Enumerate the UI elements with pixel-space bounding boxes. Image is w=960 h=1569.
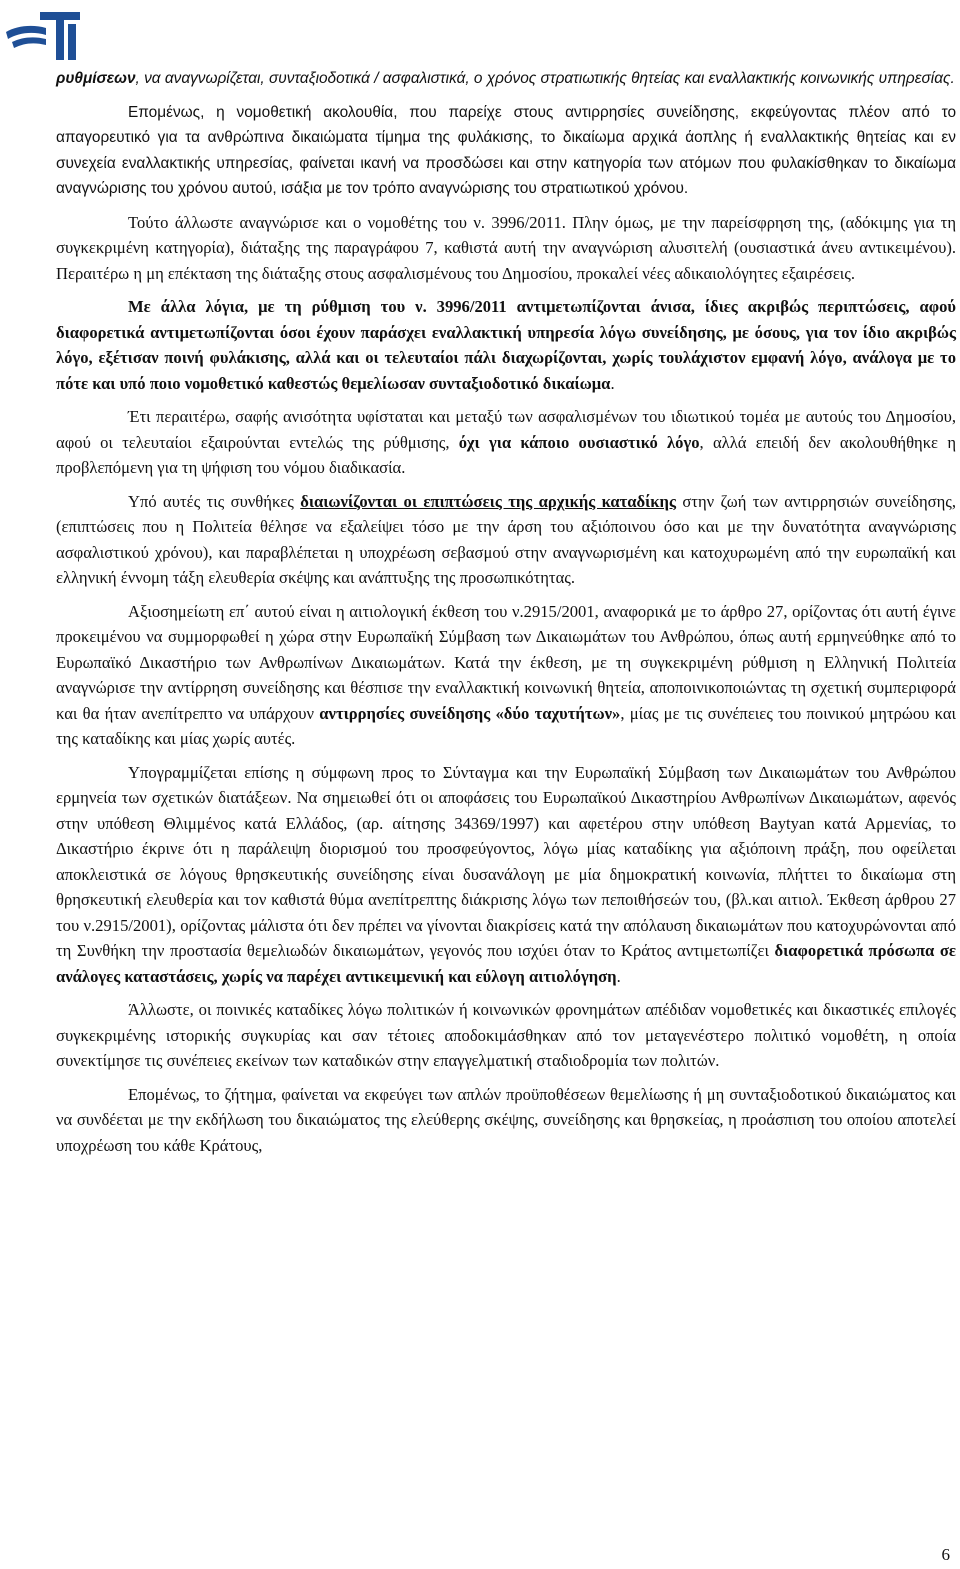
text-run: όχι για κάποιο ουσιαστικό λόγο [458, 432, 700, 452]
text-run: Με άλλα λόγια, με τη ρύθμιση του ν. 3996/2011 αντιμετωπίζονται άνισα, ίδιες ακριβώς περιπτώσεις, αφού διαφορετικά αντιμετωπίζονται όσοι έχουν παράσχει εναλλακτική υπηρεσία λόγω συνείδησης, με όσους, για τον ίδιο ακριβώς λόγο, εξέτισαν ποινή φυλάκισης, αλλά και οι τελευταίοι πάλι διαχωρίζονται, χωρίς τουλάχιστον εμφανή λόγο, ανάλογα με το πότε και υπό ποιο νομοθετικό καθεστώς θεμελίωσαν συνταξιοδοτικό δικαίωμα [56, 297, 956, 393]
text-run: Έτι περαιτέρω, σαφής ανισότητα υφίσταται και μεταξύ των ασφαλισμένων του ιδιωτικού τομέα με αυτούς του Δημοσίου, αφού οι τελευταίοι εξαιρούνται εντελώς της ρύθμισης, [56, 407, 956, 452]
text-run: Υπό αυτές τις συνθήκες [128, 491, 301, 511]
text-run: Υπογραμμίζεται επίσης η σύμφωνη προς το Σύνταγμα και την Ευρωπαϊκή Σύμβαση των Δικαιωμάτων του Ανθρώπου ερμηνεία των σχετικών διατάξεων. Να σημειωθεί ότι οι αποφάσεις του Ευρωπαϊκού Δικαστηρίου Ανθρωπίνων Δικαιωμάτων, αφενός στην υπόθεση Θλιμμένος κατά Ελλάδος, (αρ. αίτησης 34369/1997) και αφετέρου στην υπόθεση Baytyan κατά Αρμενίας, το Δικαστήριο έκρινε ότι η παράλειψη διορισμού του προσφεύγοντος, λόγω μίας καταδίκης για αξιόποινη πράξη, που οφείλεται αποκλειστικά σε λόγους θρησκευτικής συνείδησης είναι δυσανάλογη με μία δημοκρατική κοινωνία, πλήττει το δικαίωμα στη θρησκευτική ελευθερία και τον καθιστά θύμα ανεπίτρεπτης διάκρισης λόγω των πεποιθήσεών του, (βλ.και αιτιολ. Έκθεση άρθρου 27 του ν.2915/2001), ορίζοντας μάλιστα ότι δεν πρέπει να γίνονται διακρίσεις κατά την απόλαυση δικαιωμάτων που κατοχυρώνονται από τη Συνθήκη την προστασία θεμελιωδών δικαιωμάτων, γεγονός που ισχύει όταν το Κράτος αντιμετωπίζει [56, 762, 956, 960]
paragraph [56, 294, 956, 396]
text-run: διαφορετικά πρόσωπα σε ανάλογες καταστάσεις, χωρίς να παρέχει αντικειμενική και εύλογη αιτιολόγηση [56, 941, 956, 986]
text-run: , αλλά επειδή δεν ακολουθήθηκε η προβλεπόμενη για τη ψήφιση του νόμου διαδικασία. [56, 432, 956, 477]
text-run: διαιωνίζονται οι επιπτώσεις της αρχικής καταδίκης [300, 491, 676, 511]
paragraph [56, 599, 956, 752]
text-run: Άλλωστε, οι ποινικές καταδίκες λόγω πολιτικών ή κοινωνικών φρονημάτων απέδιδαν νομοθετικές και δικαστικές επιλογές συγκεκριμένης ιστορικής συγκυρίας και σαν τέτοιες αποδοκιμάσθηκαν από τον μεταγενέστερο πολιτικό νομοθέτη, η οποία συνεκτίμησε τις συνέπειες εκείνων των καταδικών στην επαγγελματική σταδιοδρομία των πολιτών. [56, 1000, 956, 1070]
paragraph [56, 404, 956, 481]
paragraph [56, 210, 956, 287]
page-number: 6 [941, 1545, 950, 1564]
text-run: στην ζωή των αντιρρησιών συνείδησης, (επιπτώσεις που η Πολιτεία θέλησε να εξαλείψει τόσο με την άρση του αξιόποινου όσο και με την δυνατότητα αναγνώρισης ασφαλιστικού χρόνου), και παραβλέπεται η υποχρέωση σεβασμού στην αναγνωρισμένη και κατοχυρωμένη από την ευρωπαϊκή και ελληνική έννομη τάξη ελευθερία σκέψης και ανάπτυξης της προσωπικότητας. [56, 491, 956, 587]
text-run: . [616, 966, 621, 986]
text-run: Επομένως, το ζήτημα, φαίνεται να εκφεύγει των απλών προϋποθέσεων θεμελίωσης ή μη συνταξιοδοτικού δικαιώματος και να συνδέεται με την εκδήλωση του δικαιώματος της ελεύθερης σκέψης, συνείδησης και θρησκείας, η προάσπιση του οποίου αποτελεί υποχρέωση του κάθε Κράτους, [56, 1084, 956, 1155]
text-run: Επομένως, η νομοθετική ακολουθία, που παρείχε στους αντιρρησίες συνείδησης, εκφεύγοντας πλέον από το απαγορευτικό για τα ανθρώπινα δικαιώματα τίμημα της φυλάκισης, το δικαίωμα αρχικά άοπλης ή εναλλακτικής θητείας και εν συνεχεία εναλλακτικής υπηρεσίας, φαίνεται ικανή να προσδώσει και στην κατηγορία των ατόμων που φυλακίσθηκαν το δικαίωμα αναγνώρισης του χρόνου αυτού, ισάξια με τον τρόπο αναγνώρισης του στρατιωτικού χρόνου. [56, 103, 956, 197]
text-run: , μίας με τις συνέπειες του ποινικού μητρώου και της καταδίκης και μίας χωρίς αυτές. [56, 703, 957, 748]
text-run: . [610, 373, 615, 393]
paragraph [56, 100, 956, 202]
paragraph [56, 489, 956, 591]
document-body [56, 66, 956, 1166]
paragraph [56, 760, 956, 990]
text-run: , να αναγνωρίζεται, συνταξιοδοτικά / ασφαλιστικά, ο χρόνος στρατιωτικής θητείας και εναλλακτικής κοινωνικής υπηρεσίας. [135, 70, 955, 87]
text-run: αντιρρησίες συνείδησης «δύο ταχυτήτων» [319, 703, 621, 723]
text-run: Τούτο άλλωστε αναγνώρισε και ο νομοθέτης του ν. 3996/2011. Πλην όμως, με την παρείσφρηση της, (αδόκιμης για τη συγκεκριμένη κατηγορία), διάταξης της παραγράφου 7, καθιστά αυτή την αναγνώριση αλυσιτελή (ουσιαστικά άνευ αντικειμένου). Περαιτέρω η μη επέκταση της διάταξης στους ασφαλισμένους του Δημοσίου, προκαλεί νέες αδικαιολόγητες εξαιρέσεις. [56, 212, 956, 283]
paragraph [56, 997, 956, 1074]
paragraph [56, 1082, 956, 1159]
text-run: Αξιοσημείωτη επ΄ αυτού είναι η αιτιολογική έκθεση του ν.2915/2001, αναφορικά με το άρθρο 27, ορίζοντας ότι αυτή έγινε προκειμένου να συμμορφωθεί η χώρα στην Ευρωπαϊκή Σύμβαση των Δικαιωμάτων του Ανθρώπου, όπως αυτή ερμηνεύθηκε από το Ευρωπαϊκό Δικαστήριο των Ανθρωπίνων Δικαιωμάτων. Κατά την έκθεση, με τη συγκεκριμένη ρύθμιση η Ελληνική Πολιτεία αναγνώρισε την αντίρρηση συνείδησης και θέσπισε την εναλλακτική κοινωνική θητεία, αποποινικοποιώντας τη σχετική συμπεριφορά και θα ήταν ανεπίτρεπτο να υπάρχουν [56, 601, 956, 723]
paragraph [56, 66, 956, 92]
text-run: ρυθμίσεων [56, 70, 136, 87]
party-logo-icon [2, 2, 92, 64]
